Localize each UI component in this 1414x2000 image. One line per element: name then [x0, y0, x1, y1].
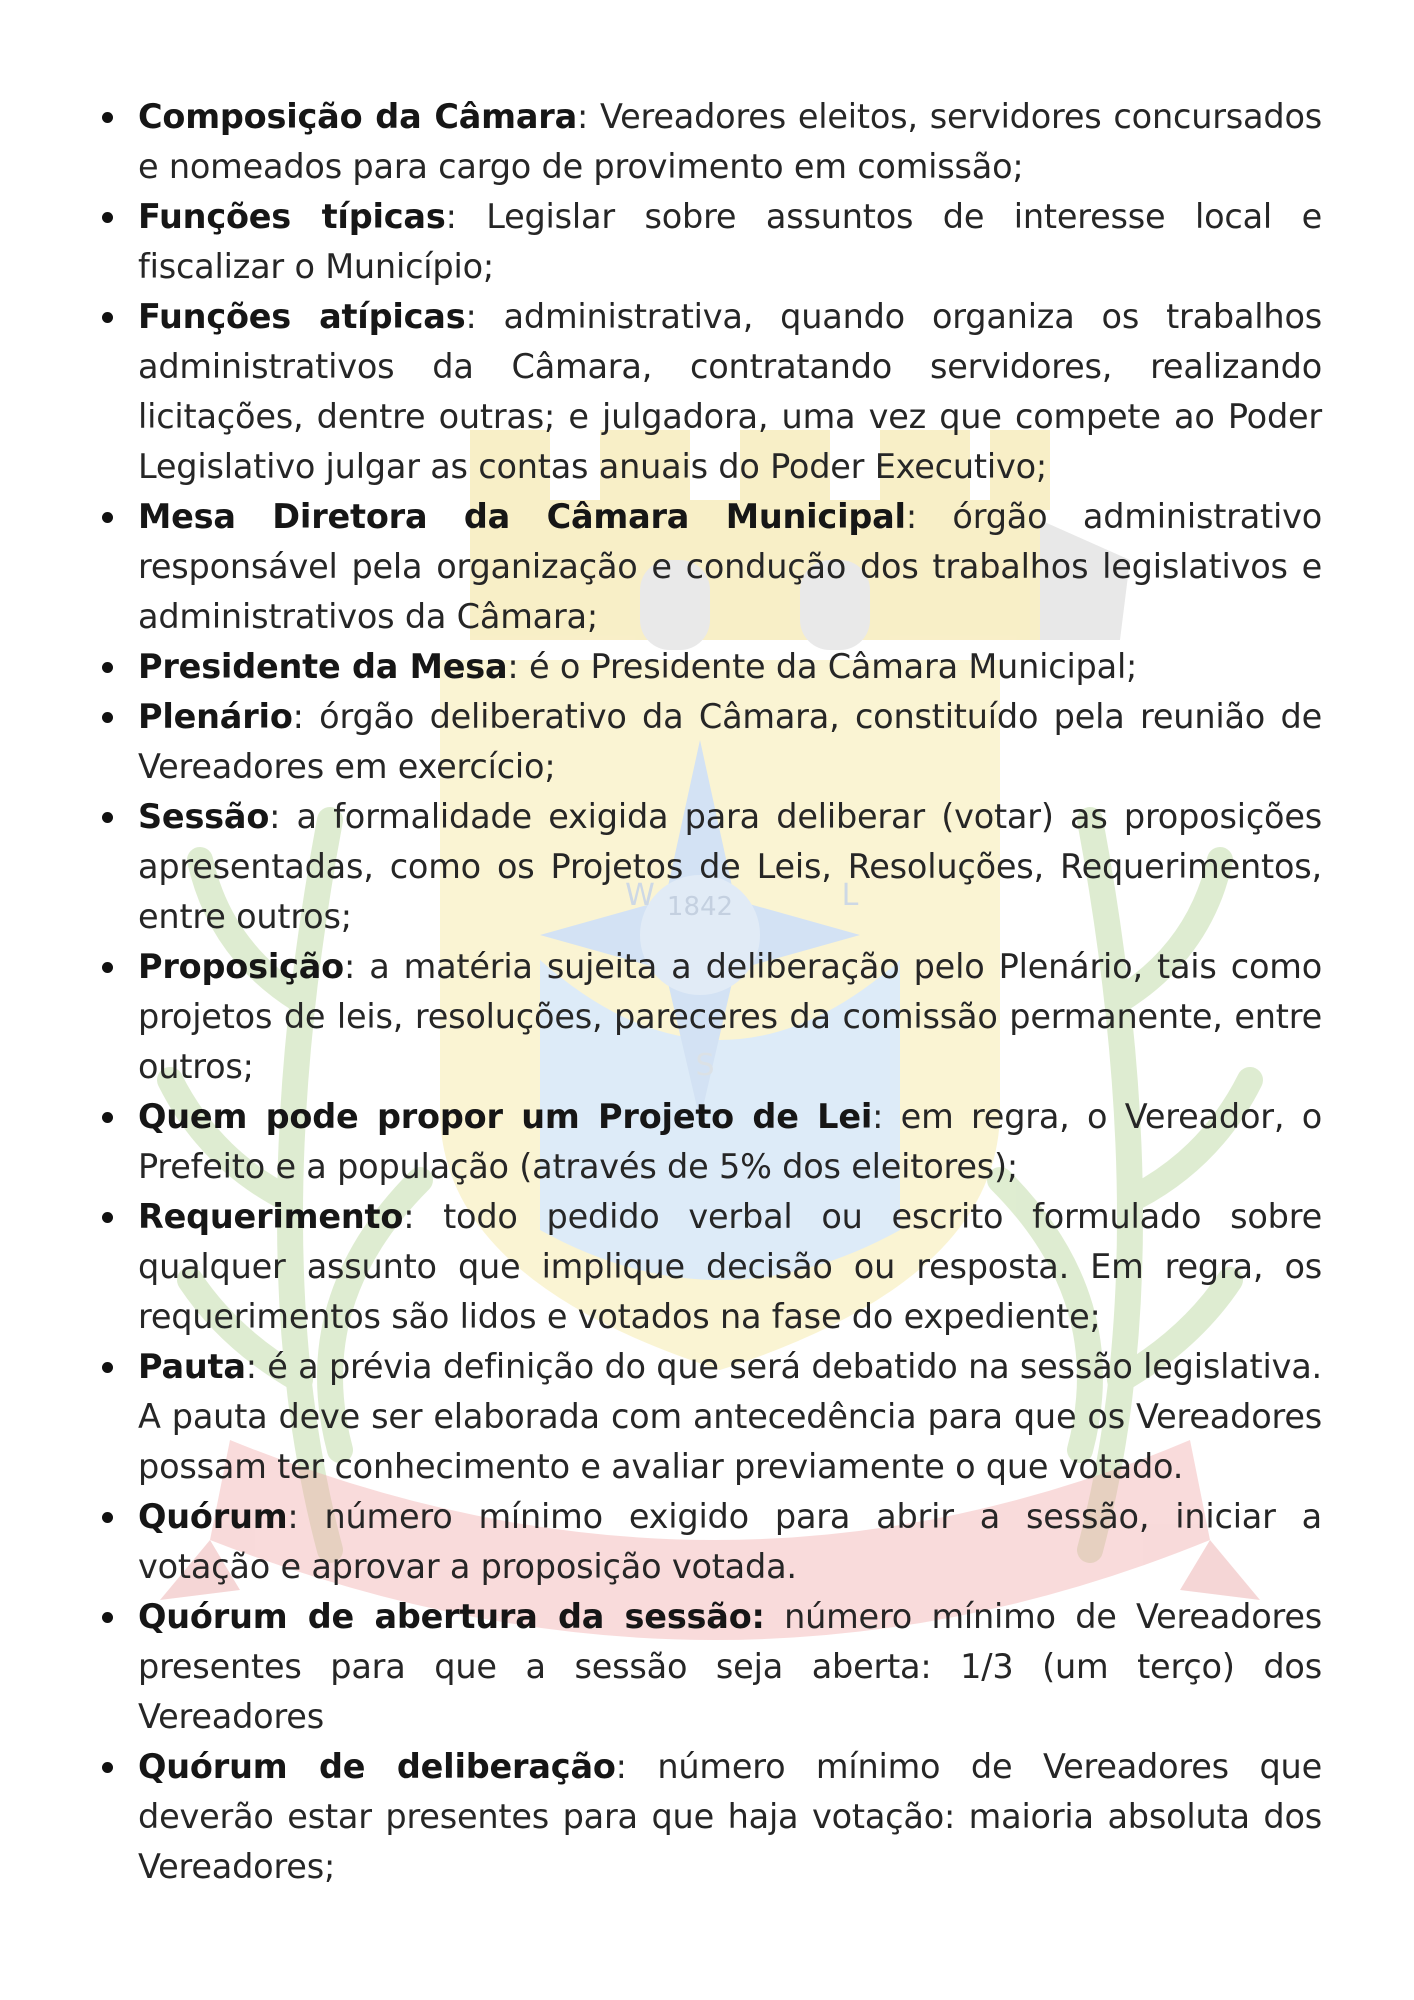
term-label: Quórum de abertura da sessão: [138, 1597, 765, 1636]
term-description: : Vereadores eleitos, servidores concursados e nomeados para cargo de provimento em comissão; [138, 97, 1322, 186]
list-item [96, 492, 1322, 642]
term-label: Composição da Câmara [138, 97, 578, 136]
term-description: : a formalidade exigida para deliberar (votar) as proposições apresentadas, como os Projetos de Leis, Resoluções, Requerimentos, entre outros; [138, 797, 1322, 936]
bullet-icon [102, 512, 113, 523]
list-item [96, 1742, 1322, 1892]
list-item [96, 942, 1322, 1092]
bullet-icon [102, 1112, 113, 1123]
term-description: : é o Presidente da Câmara Municipal; [507, 647, 1138, 686]
term-description: : órgão administrativo responsável pela organização e condução dos trabalhos legislativos e administrativos da Câmara; [138, 497, 1322, 636]
term-label: Requerimento [138, 1197, 404, 1236]
compass-west-label: W [625, 878, 655, 913]
bullet-icon [102, 312, 113, 323]
compass-south-label: S [695, 1048, 715, 1083]
term-label: Quem pode propor um Projeto de Lei [138, 1097, 873, 1136]
term-label: Plenário [138, 697, 293, 736]
list-item [96, 1492, 1322, 1592]
term-label: Pauta [138, 1347, 246, 1386]
term-label: Proposição [138, 947, 344, 986]
compass-east-label: L [841, 878, 859, 913]
term-description: : Legislar sobre assuntos de interesse local e fiscalizar o Município; [138, 197, 1322, 286]
glossary-list [96, 92, 1322, 1892]
list-item [96, 1592, 1322, 1742]
term-description: : número mínimo de Vereadores que deverão estar presentes para que haja votação: maioria absoluta dos Vereadores; [138, 1747, 1322, 1886]
term-label: Quórum de deliberação [138, 1747, 616, 1786]
bullet-icon [102, 112, 113, 123]
bullet-icon [102, 662, 113, 673]
bullet-icon [102, 962, 113, 973]
term-label: Funções atípicas [138, 297, 466, 336]
term-label: Sessão [138, 797, 270, 836]
term-description: : número mínimo exigido para abrir a sessão, iniciar a votação e aprovar a proposição votada. [138, 1497, 1322, 1586]
term-label: Mesa Diretora da Câmara Municipal [138, 497, 906, 536]
term-description: número mínimo de Vereadores presentes para que a sessão seja aberta: 1/3 (um terço) dos Vereadores [138, 1597, 1322, 1736]
list-item [96, 192, 1322, 292]
list-item [96, 642, 1322, 692]
bullet-icon [102, 712, 113, 723]
term-description: : todo pedido verbal ou escrito formulado sobre qualquer assunto que implique decisão ou resposta. Em regra, os requerimentos são lidos e votados na fase do expediente; [138, 1197, 1322, 1336]
list-item [96, 692, 1322, 792]
term-label: Funções típicas [138, 197, 446, 236]
term-label: Presidente da Mesa [138, 647, 508, 686]
bullet-icon [102, 1612, 113, 1623]
bullet-icon [102, 1212, 113, 1223]
document-body [96, 92, 1322, 1892]
term-description: : órgão deliberativo da Câmara, constituído pela reunião de Vereadores em exercício; [138, 697, 1322, 786]
list-item [96, 1192, 1322, 1342]
list-item [96, 1342, 1322, 1492]
list-item [96, 292, 1322, 492]
bullet-icon [102, 812, 113, 823]
term-description: : é a prévia definição do que será debatido na sessão legislativa. A pauta deve ser elaborada com antecedência para que os Vereadores possam ter conhecimento e avaliar previamente o que votado. [138, 1347, 1322, 1486]
compass-year-label: 1842 [666, 892, 734, 922]
list-item [96, 1092, 1322, 1192]
term-label: Quórum [138, 1497, 288, 1536]
term-description: : em regra, o Vereador, o Prefeito e a população (através de 5% dos eleitores); [138, 1097, 1323, 1186]
term-description: : administrativa, quando organiza os trabalhos administrativos da Câmara, contratando servidores, realizando licitações, dentre outras; e julgadora, uma vez que compete ao Poder Legislativo julgar as contas anuais do Poder Executivo; [138, 297, 1323, 486]
bullet-icon [102, 1762, 113, 1773]
term-description: : a matéria sujeita a deliberação pelo Plenário, tais como projetos de leis, resoluções, pareceres da comissão permanente, entre outros; [138, 947, 1322, 1086]
bullet-icon [102, 1362, 113, 1373]
bullet-icon [102, 212, 113, 223]
list-item [96, 792, 1322, 942]
bullet-icon [102, 1512, 113, 1523]
list-item [96, 92, 1322, 192]
